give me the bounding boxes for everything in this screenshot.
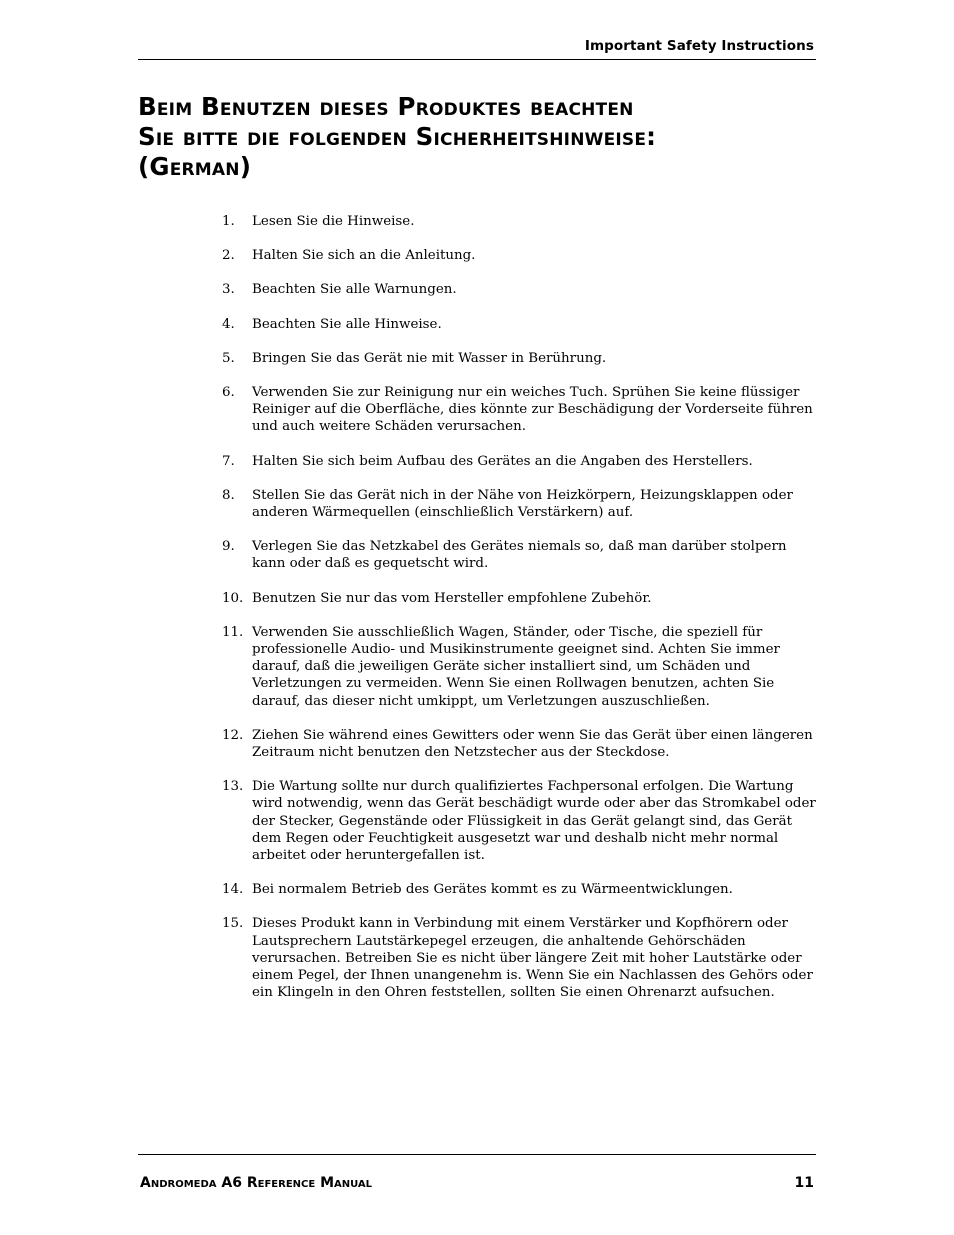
- page-number: 11: [794, 1175, 814, 1191]
- item-number: 5.: [222, 350, 235, 366]
- heading-line-2: Sie bitte die folgenden Sicherheitshinweise:: [138, 122, 657, 151]
- item-text: Verwenden Sie ausschließlich Wagen, Ständer, oder Tische, die speziell für professionelle Audio- und Musikinstrumente geeignet sind. Achten Sie immer darauf, daß die jeweiligen Geräte sicher installiert sind, um Schäden und Verletzungen zu vermeiden. Wenn Sie einen Rollwagen benutzen, achten Sie darauf, das dieser nicht umkippt, um Verletzungen auszuschließen.: [252, 624, 780, 709]
- item-text: Bei normalem Betrieb des Gerätes kommt es zu Wärmeentwicklungen.: [252, 882, 733, 898]
- list-item: [222, 727, 822, 761]
- list-item: [222, 881, 822, 898]
- item-number: 14.: [222, 882, 244, 898]
- list-item: [222, 281, 822, 298]
- item-number: 1.: [222, 214, 235, 229]
- item-text: Beachten Sie alle Hinweise.: [252, 316, 442, 332]
- item-text: Die Wartung sollte nur durch qualifiziertes Fachpersonal erfolgen. Die Wartung wird notwendig, wenn das Gerät beschädigt wurde oder aber das Stromkabel oder der Stecker, Gegenstände oder Flüssigkeit in das Gerät gelangt sind, das Gerät dem Regen oder Feuchtigkeit ausgesetzt war und deshalb nicht mehr normal arbeitet oder heruntergefallen ist.: [252, 779, 816, 864]
- item-text: Verwenden Sie zur Reinigung nur ein weiches Tuch. Sprühen Sie keine flüssiger Reiniger auf die Oberfläche, dies könnte zur Beschädigung der Vorderseite führen und auch weitere Schäden verursachen.: [252, 385, 813, 435]
- item-number: 15.: [222, 916, 244, 932]
- item-number: 7.: [222, 453, 235, 469]
- header-rule: [138, 59, 816, 60]
- item-number: 4.: [222, 316, 235, 332]
- list-item: [222, 350, 822, 367]
- list-item: [222, 915, 822, 1001]
- item-number: 11.: [222, 624, 244, 640]
- list-item: [222, 453, 822, 470]
- item-text: Dieses Produkt kann in Verbindung mit einem Verstärker und Kopfhörern oder Lautsprechern Lautstärkepegel erzeugen, die anhaltende Gehörschäden verursachen. Betreiben Sie es nicht über längere Zeit mit hoher Lautstärke oder einem Pegel, der Ihnen unangenehm is. Wenn Sie ein Nachlassen des Gehörs oder ein Klingeln in den Ohren feststellen, sollten Sie einen Ohrenarzt aufsuchen.: [252, 916, 813, 1001]
- list-item: [222, 624, 822, 710]
- item-number: 8.: [222, 487, 235, 503]
- item-number: 3.: [222, 282, 235, 298]
- list-item: [222, 778, 822, 864]
- heading-line-1: Beim Benutzen dieses Produktes beachten: [138, 92, 634, 121]
- item-text: Stellen Sie das Gerät nich in der Nähe von Heizkörpern, Heizungsklappen oder anderen Wärmequellen (einschließlich Verstärkern) auf.: [252, 487, 793, 521]
- item-text: Halten Sie sich beim Aufbau des Gerätes an die Angaben des Herstellers.: [252, 453, 753, 469]
- safety-instructions-list: [222, 213, 822, 1019]
- item-number: 9.: [222, 539, 235, 555]
- item-text: Verlegen Sie das Netzkabel des Gerätes niemals so, daß man darüber stolpern kann oder daß es gequetscht wird.: [252, 539, 787, 572]
- list-item: [222, 247, 822, 264]
- item-text: Lesen Sie die Hinweise.: [252, 214, 415, 229]
- item-number: 12.: [222, 727, 244, 743]
- item-number: 13.: [222, 779, 244, 795]
- item-number: 6.: [222, 385, 235, 401]
- heading-line-3: (German): [138, 152, 252, 181]
- footer-rule: [138, 1154, 816, 1155]
- list-item: [222, 384, 822, 436]
- item-text: Ziehen Sie während eines Gewitters oder wenn Sie das Gerät über einen längeren Zeitraum nicht benutzen den Netzstecher aus der Steckdose.: [252, 727, 813, 761]
- list-item: [222, 538, 822, 572]
- list-item: [222, 213, 822, 230]
- list-item: [222, 487, 822, 521]
- item-number: 10.: [222, 590, 244, 606]
- item-number: 2.: [222, 248, 235, 264]
- running-header-title: Important Safety Instructions: [584, 38, 814, 54]
- item-text: Bringen Sie das Gerät nie mit Wasser in Berührung.: [252, 350, 607, 366]
- item-text: Benutzen Sie nur das vom Hersteller empfohlene Zubehör.: [252, 590, 652, 606]
- item-text: Halten Sie sich an die Anleitung.: [252, 248, 476, 264]
- footer-manual-title: Andromeda A6 Reference Manual: [140, 1175, 373, 1191]
- item-text: Beachten Sie alle Warnungen.: [252, 282, 457, 298]
- section-heading: [138, 92, 838, 182]
- list-item: [222, 316, 822, 333]
- list-item: [222, 590, 822, 607]
